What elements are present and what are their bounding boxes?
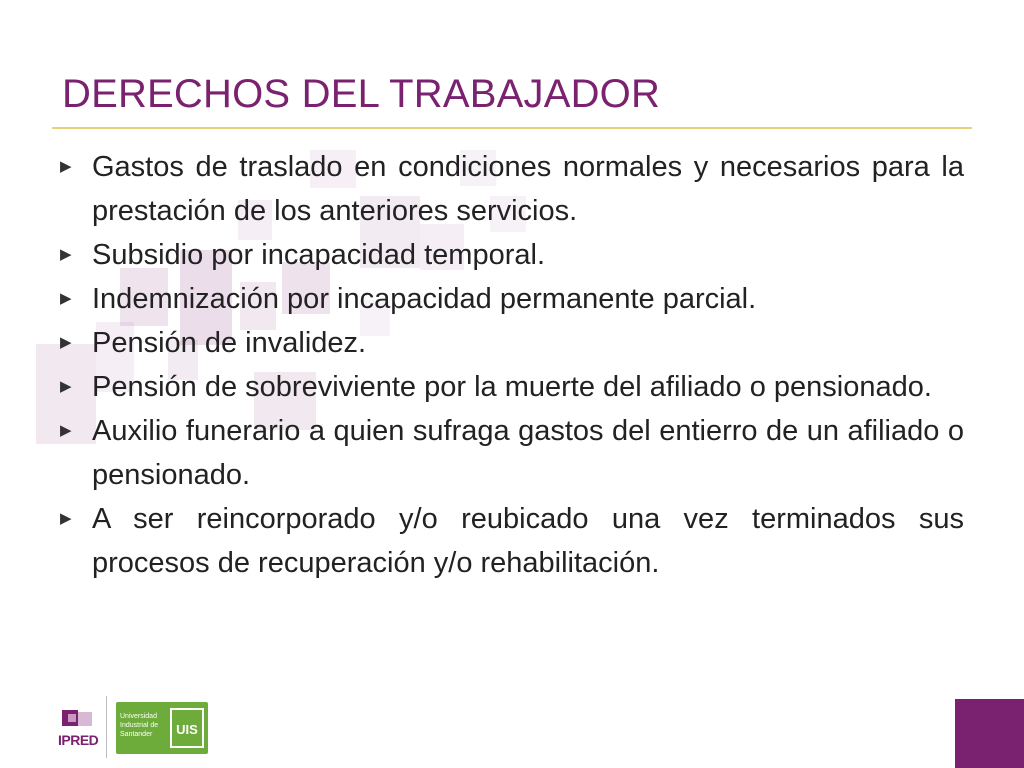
bullet-text: Auxilio funerario a quien sufraga gastos del entierro de un afiliado o pensionado. xyxy=(92,415,964,491)
caret-right-icon: ▶ xyxy=(60,422,72,439)
uis-label: Universidad Industrial de Santander xyxy=(120,713,159,738)
list-item xyxy=(60,409,964,497)
list-item xyxy=(60,277,964,321)
caret-right-icon: ▶ xyxy=(60,158,72,175)
bullet-text: Pensión de invalidez. xyxy=(92,327,367,359)
ipred-label: IPRED xyxy=(58,732,99,748)
list-item xyxy=(60,497,964,585)
list-item xyxy=(60,321,964,365)
bullet-text: A ser reincorporado y/o reubicado una vez terminados sus procesos de recuperación y/o rehabilitación. xyxy=(92,503,964,579)
list-item xyxy=(60,145,964,233)
caret-right-icon: ▶ xyxy=(60,290,72,307)
title-divider xyxy=(52,127,972,129)
corner-block xyxy=(955,699,1024,768)
bullet-list xyxy=(60,145,964,585)
caret-right-icon: ▶ xyxy=(60,378,72,395)
bullet-text: Indemnización por incapacidad permanente parcial. xyxy=(92,283,757,315)
list-item xyxy=(60,233,964,277)
bullet-text: Pensión de sobreviviente por la muerte del afiliado o pensionado. xyxy=(92,371,932,403)
uis-logo xyxy=(116,702,208,754)
footer-divider xyxy=(106,696,107,758)
uis-mark-text: UIS xyxy=(176,722,198,737)
footer-logos xyxy=(50,696,230,762)
slide-title: DERECHOS DEL TRABAJADOR xyxy=(62,72,661,116)
bullet-text: Subsidio por incapacidad temporal. xyxy=(92,239,545,271)
caret-right-icon: ▶ xyxy=(60,334,72,351)
list-item xyxy=(60,365,964,409)
caret-right-icon: ▶ xyxy=(60,510,72,527)
bullet-text: Gastos de traslado en condiciones normales y necesarios para la prestación de los anteriores servicios. xyxy=(92,151,964,227)
uis-mark-icon xyxy=(170,708,204,748)
caret-right-icon: ▶ xyxy=(60,246,72,263)
